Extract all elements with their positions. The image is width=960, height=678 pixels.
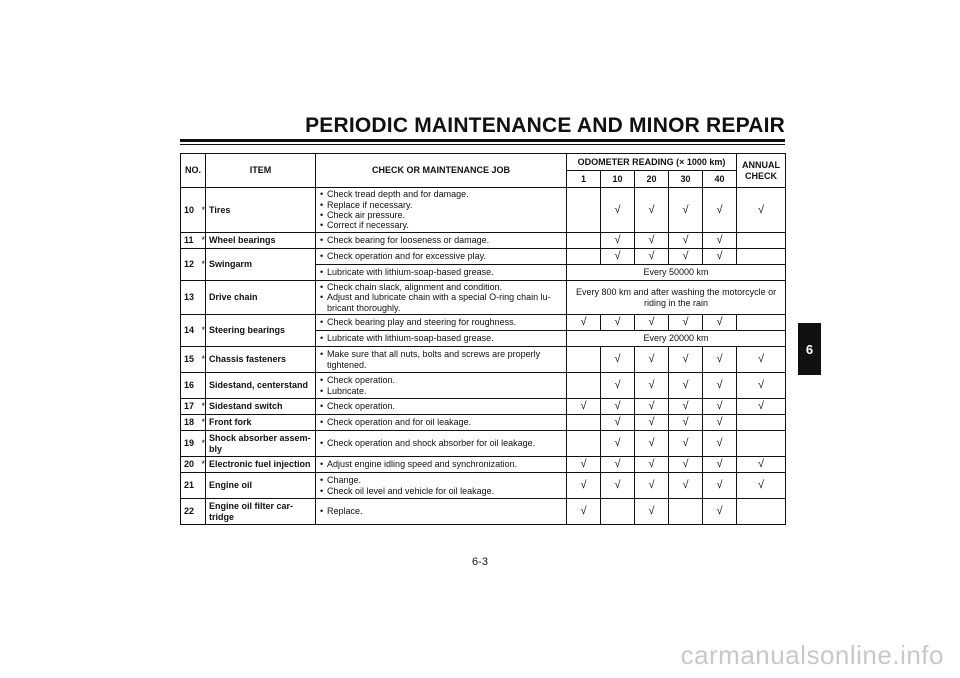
row-jobs <box>316 457 567 473</box>
row-star: * <box>199 233 206 249</box>
table-row <box>181 457 786 473</box>
check-cell: √ <box>635 249 669 265</box>
check-cell: √ <box>601 473 635 499</box>
row-number: 13 <box>181 281 199 315</box>
row-item: Engine oil filter car-tridge <box>206 499 316 525</box>
row-jobs <box>316 249 567 265</box>
row-star: * <box>199 457 206 473</box>
odometer-col-20: 20 <box>635 171 669 188</box>
check-cell: √ <box>601 431 635 457</box>
row-star: * <box>199 188 206 233</box>
check-cell: √ <box>567 399 601 415</box>
check-cell: √ <box>635 188 669 233</box>
row-item: Sidestand switch <box>206 399 316 415</box>
check-cell: √ <box>669 431 703 457</box>
chapter-tab[interactable]: 6 <box>798 323 821 375</box>
check-cell: √ <box>703 499 737 525</box>
odometer-col-1: 1 <box>567 171 601 188</box>
row-number: 11 <box>181 233 199 249</box>
table-row <box>181 373 786 399</box>
job-text: • Check operation. <box>327 375 563 385</box>
col-item-header: ITEM <box>206 154 316 188</box>
odometer-col-10: 10 <box>601 171 635 188</box>
check-cell: √ <box>703 473 737 499</box>
job-text: • Check bearing play and steering for roughness. <box>327 317 563 327</box>
job-text: • Check operation. <box>327 401 563 411</box>
row-number: 17 <box>181 399 199 415</box>
row-number: 10 <box>181 188 199 233</box>
check-cell <box>567 249 601 265</box>
interval-note: Every 800 km and after washing the motorcycle or riding in the rain <box>567 281 786 315</box>
check-cell: √ <box>669 457 703 473</box>
check-cell: √ <box>669 233 703 249</box>
job-text: • Replace. <box>327 506 563 516</box>
check-cell: √ <box>669 415 703 431</box>
row-item: Front fork <box>206 415 316 431</box>
table-row <box>181 415 786 431</box>
check-cell: √ <box>601 415 635 431</box>
check-cell: √ <box>635 315 669 331</box>
row-jobs <box>316 265 567 281</box>
table-row <box>181 249 786 265</box>
row-jobs <box>316 415 567 431</box>
check-cell: √ <box>635 233 669 249</box>
check-cell: √ <box>703 249 737 265</box>
check-cell: √ <box>703 415 737 431</box>
check-cell: √ <box>703 188 737 233</box>
row-item: Swingarm <box>206 249 316 281</box>
title-rule-thin <box>180 144 785 145</box>
check-cell <box>601 499 635 525</box>
row-star: * <box>199 315 206 347</box>
check-cell: √ <box>635 431 669 457</box>
check-cell: √ <box>635 373 669 399</box>
row-item: Electronic fuel injection <box>206 457 316 473</box>
row-jobs <box>316 499 567 525</box>
job-text: • Check bearing for looseness or damage. <box>327 235 563 245</box>
row-jobs <box>316 281 567 315</box>
col-job-header: CHECK OR MAINTENANCE JOB <box>316 154 567 188</box>
check-cell: √ <box>703 457 737 473</box>
check-cell: √ <box>601 347 635 373</box>
table-row <box>181 281 786 315</box>
table-row <box>181 431 786 457</box>
job-text: • Adjust and lubricate chain with a special O-ring chain lu-bricant thoroughly. <box>327 292 563 313</box>
check-cell: √ <box>635 415 669 431</box>
annual-check-cell <box>737 415 786 431</box>
check-cell <box>669 499 703 525</box>
annual-check-cell <box>737 431 786 457</box>
table-row <box>181 347 786 373</box>
row-number: 16 <box>181 373 199 399</box>
interval-note: Every 50000 km <box>567 265 786 281</box>
check-cell: √ <box>703 373 737 399</box>
row-star: * <box>199 415 206 431</box>
job-text: • Check operation and shock absorber for oil leakage. <box>327 438 563 448</box>
check-cell: √ <box>567 315 601 331</box>
table-row <box>181 473 786 499</box>
job-text: • Adjust engine idling speed and synchronization. <box>327 459 563 469</box>
row-jobs <box>316 331 567 347</box>
col-no-header: NO. <box>181 154 206 188</box>
annual-check-cell <box>737 249 786 265</box>
table-row <box>181 233 786 249</box>
row-number: 15 <box>181 347 199 373</box>
row-jobs <box>316 399 567 415</box>
col-odometer-header: ODOMETER READING (× 1000 km) <box>567 154 737 171</box>
check-cell: √ <box>635 499 669 525</box>
check-cell: √ <box>635 457 669 473</box>
row-star: * <box>199 431 206 457</box>
job-text: • Check operation and for oil leakage. <box>327 417 563 427</box>
check-cell <box>567 233 601 249</box>
page-title: PERIODIC MAINTENANCE AND MINOR REPAIR <box>305 114 785 137</box>
annual-check-cell: √ <box>737 373 786 399</box>
interval-note: Every 20000 km <box>567 331 786 347</box>
row-number: 22 <box>181 499 199 525</box>
row-item: Steering bearings <box>206 315 316 347</box>
check-cell: √ <box>567 499 601 525</box>
row-number: 18 <box>181 415 199 431</box>
maintenance-table <box>180 153 786 525</box>
row-jobs <box>316 373 567 399</box>
table-row <box>181 315 786 331</box>
title-rule-thick <box>180 139 785 142</box>
col-annual-header: ANNUAL CHECK <box>737 154 786 188</box>
annual-check-cell: √ <box>737 473 786 499</box>
check-cell: √ <box>669 315 703 331</box>
job-text: • Check oil level and vehicle for oil leakage. <box>327 486 563 496</box>
row-jobs <box>316 431 567 457</box>
check-cell: √ <box>601 315 635 331</box>
job-text: • Change. <box>327 475 563 485</box>
row-jobs <box>316 233 567 249</box>
job-text: • Lubricate with lithium-soap-based grease. <box>327 333 563 343</box>
check-cell: √ <box>669 249 703 265</box>
job-text: • Check chain slack, alignment and condition. <box>327 282 563 292</box>
check-cell: √ <box>669 347 703 373</box>
row-jobs <box>316 473 567 499</box>
check-cell: √ <box>635 473 669 499</box>
check-cell <box>567 373 601 399</box>
table-row <box>181 499 786 525</box>
job-text: • Replace if necessary. <box>327 200 563 210</box>
job-text: • Correct if necessary. <box>327 220 563 230</box>
row-jobs <box>316 347 567 373</box>
check-cell: √ <box>635 399 669 415</box>
annual-check-cell <box>737 315 786 331</box>
row-star <box>199 473 206 499</box>
job-text: • Check operation and for excessive play. <box>327 251 563 261</box>
annual-check-cell: √ <box>737 188 786 233</box>
check-cell: √ <box>601 457 635 473</box>
job-text: • Check air pressure. <box>327 210 563 220</box>
row-item: Tires <box>206 188 316 233</box>
odometer-col-30: 30 <box>669 171 703 188</box>
check-cell <box>567 188 601 233</box>
check-cell <box>567 431 601 457</box>
row-star: * <box>199 399 206 415</box>
check-cell <box>567 347 601 373</box>
row-item: Wheel bearings <box>206 233 316 249</box>
table-row <box>181 399 786 415</box>
check-cell: √ <box>601 249 635 265</box>
check-cell: √ <box>601 399 635 415</box>
job-text: • Lubricate with lithium-soap-based grease. <box>327 267 563 277</box>
row-number: 19 <box>181 431 199 457</box>
odometer-col-40: 40 <box>703 171 737 188</box>
check-cell: √ <box>567 457 601 473</box>
annual-check-cell <box>737 233 786 249</box>
annual-check-cell: √ <box>737 399 786 415</box>
row-number: 21 <box>181 473 199 499</box>
check-cell: √ <box>669 473 703 499</box>
check-cell: √ <box>669 188 703 233</box>
row-item: Sidestand, centerstand <box>206 373 316 399</box>
check-cell: √ <box>703 233 737 249</box>
check-cell: √ <box>669 399 703 415</box>
watermark: carmanualsonline.info <box>680 640 944 670</box>
row-number: 14 <box>181 315 199 347</box>
check-cell: √ <box>601 373 635 399</box>
check-cell: √ <box>567 473 601 499</box>
job-text: • Check tread depth and for damage. <box>327 189 563 199</box>
check-cell: √ <box>703 399 737 415</box>
row-item: Drive chain <box>206 281 316 315</box>
job-text: • Make sure that all nuts, bolts and screws are properly tightened. <box>327 349 563 370</box>
check-cell: √ <box>703 315 737 331</box>
row-jobs <box>316 188 567 233</box>
row-star <box>199 373 206 399</box>
row-item: Shock absorber assem-bly <box>206 431 316 457</box>
check-cell: √ <box>635 347 669 373</box>
check-cell: √ <box>601 188 635 233</box>
check-cell: √ <box>669 373 703 399</box>
row-item: Chassis fasteners <box>206 347 316 373</box>
row-item: Engine oil <box>206 473 316 499</box>
check-cell <box>567 415 601 431</box>
check-cell: √ <box>703 347 737 373</box>
table-row <box>181 188 786 233</box>
row-number: 20 <box>181 457 199 473</box>
job-text: • Lubricate. <box>327 386 563 396</box>
annual-check-cell <box>737 499 786 525</box>
row-star <box>199 281 206 315</box>
row-jobs <box>316 315 567 331</box>
page-number: 6-3 <box>472 556 488 568</box>
check-cell: √ <box>703 431 737 457</box>
row-number: 12 <box>181 249 199 281</box>
row-star: * <box>199 249 206 281</box>
row-star <box>199 499 206 525</box>
annual-check-cell: √ <box>737 347 786 373</box>
annual-check-cell: √ <box>737 457 786 473</box>
row-star: * <box>199 347 206 373</box>
check-cell: √ <box>601 233 635 249</box>
